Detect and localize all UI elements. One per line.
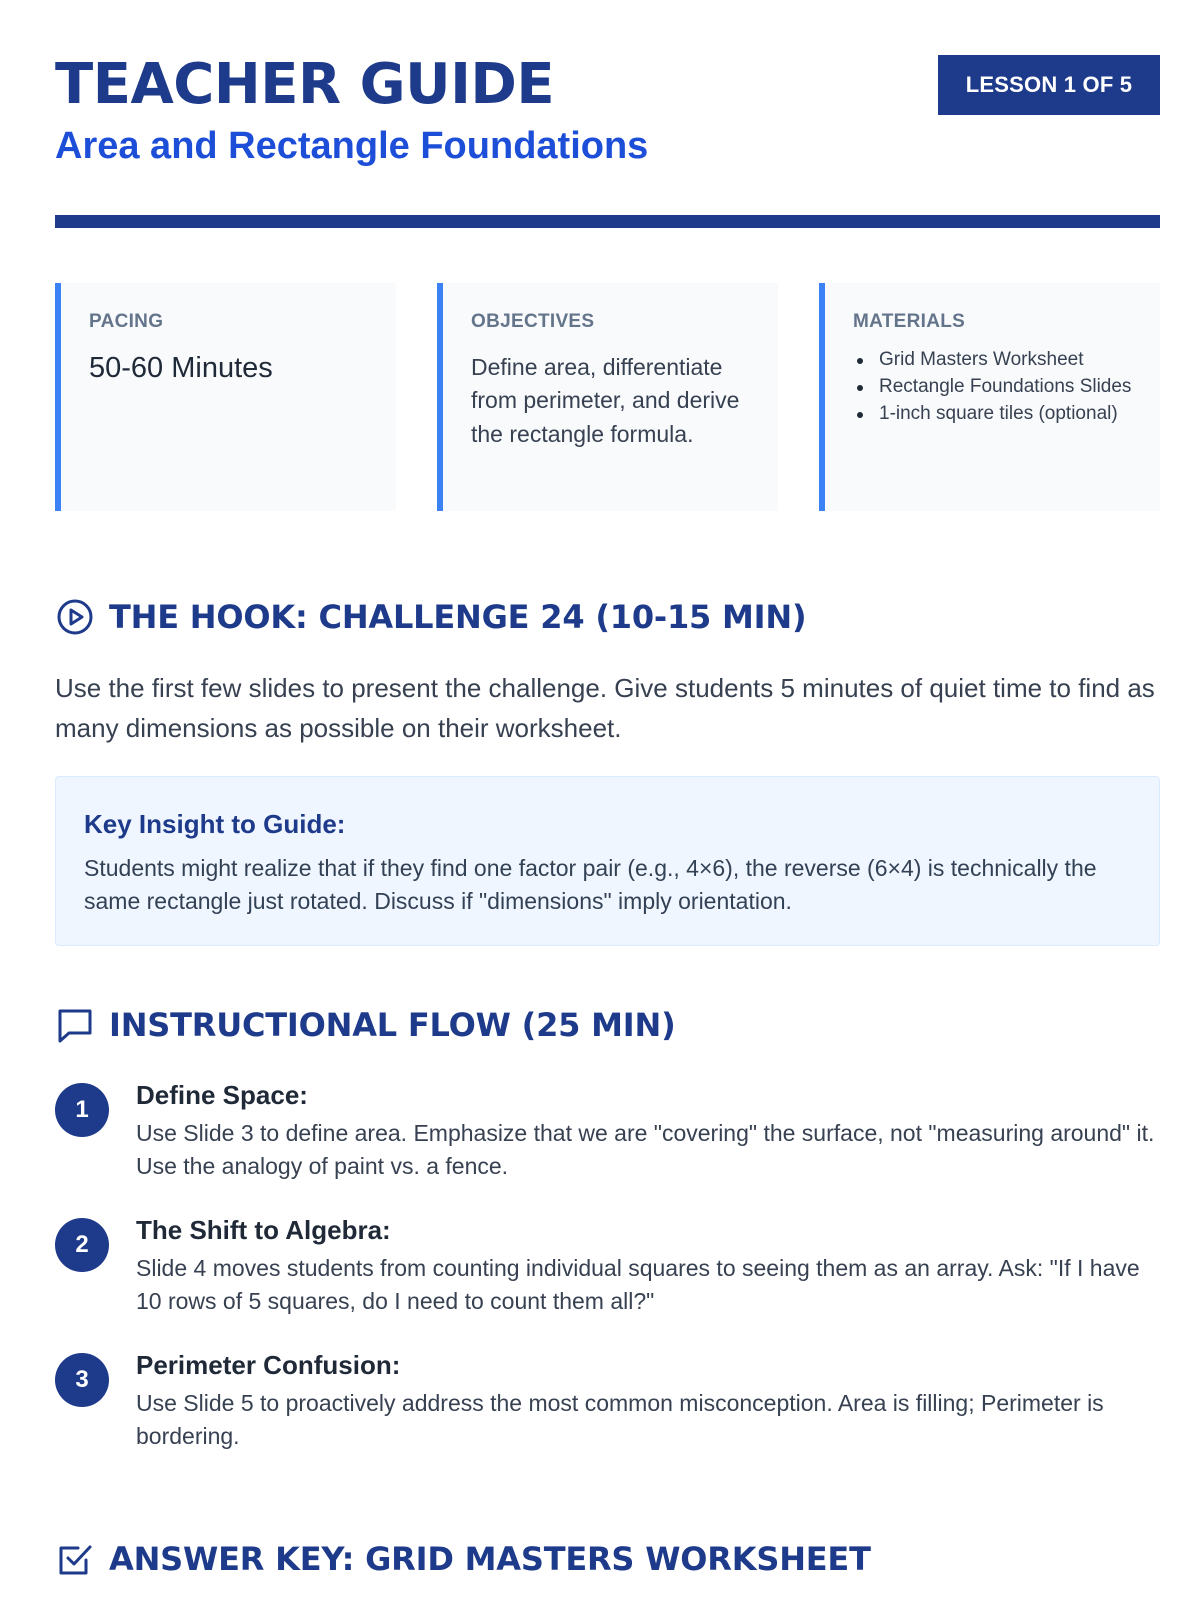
list-item: Rectangle Foundations Slides	[853, 374, 1132, 401]
page-subtitle: Area and Rectangle Foundations	[55, 125, 649, 167]
list-item: Grid Masters Worksheet	[853, 347, 1132, 374]
pacing-card	[55, 283, 396, 511]
hook-body-text: Use the first few slides to present the challenge. Give students 5 minutes of quiet time to find as many dimensions as possible on their worksheet.	[55, 673, 1155, 744]
step-title: Define Space:	[136, 1080, 308, 1110]
flow-title: INSTRUCTIONAL FLOW (25 MIN)	[109, 1006, 676, 1044]
step-content	[136, 1080, 1160, 1184]
step-content	[136, 1215, 1160, 1319]
hook-section-heading	[55, 595, 806, 639]
step-number-badge: 3	[55, 1353, 109, 1407]
step-text: Use Slide 5 to proactively address the most common misconception. Area is filling; Perimeter is bordering.	[136, 1390, 1104, 1450]
checkbox-icon	[55, 1539, 95, 1579]
pacing-label: PACING	[89, 311, 164, 332]
hook-title: THE HOOK: CHALLENGE 24 (10-15 MIN)	[109, 598, 807, 636]
step-text: Use Slide 3 to define area. Emphasize that we are "covering" the surface, not "measuring around" it. Use the analogy of paint vs. a fence.	[136, 1120, 1155, 1180]
objectives-label: OBJECTIVES	[471, 311, 595, 332]
play-circle-icon	[55, 597, 95, 637]
materials-card	[819, 283, 1160, 511]
step-number-badge: 1	[55, 1083, 109, 1137]
lesson-badge: LESSON 1 OF 5	[938, 55, 1160, 115]
materials-label: MATERIALS	[853, 311, 966, 332]
answer-key-section-heading	[55, 1537, 871, 1581]
speech-bubble-icon	[55, 1005, 95, 1045]
step-title: Perimeter Confusion:	[136, 1350, 401, 1380]
flow-section-heading	[55, 1003, 676, 1047]
page-title: TEACHER GUIDE	[55, 52, 555, 117]
list-item: 1-inch square tiles (optional)	[853, 401, 1132, 428]
info-cards	[55, 283, 1160, 511]
insight-title: Key Insight to Guide:	[84, 809, 346, 839]
insight-text: Students might realize that if they find one factor pair (e.g., 4×6), the reverse (6×4) is technically the same rectangle just rotated. Discuss if "dimensions" imply orientation.	[84, 855, 1097, 915]
step-number-badge: 2	[55, 1218, 109, 1272]
key-insight-callout	[55, 776, 1160, 946]
teacher-guide-page	[55, 0, 1160, 1600]
objectives-card	[437, 283, 778, 511]
materials-list	[853, 347, 1132, 428]
answer-key-title: ANSWER KEY: GRID MASTERS WORKSHEET	[109, 1540, 871, 1578]
objectives-value: Define area, differentiate from perimeter, and derive the rectangle formula.	[471, 354, 740, 447]
step-text: Slide 4 moves students from counting individual squares to seeing them as an array. Ask: "If I have 10 rows of 5 squares, do I need to count them all?"	[136, 1255, 1140, 1315]
page-header	[55, 52, 1160, 175]
header-divider	[55, 215, 1160, 228]
pacing-value: 50-60 Minutes	[89, 352, 273, 384]
step-content	[136, 1350, 1160, 1454]
step-title: The Shift to Algebra:	[136, 1215, 391, 1245]
